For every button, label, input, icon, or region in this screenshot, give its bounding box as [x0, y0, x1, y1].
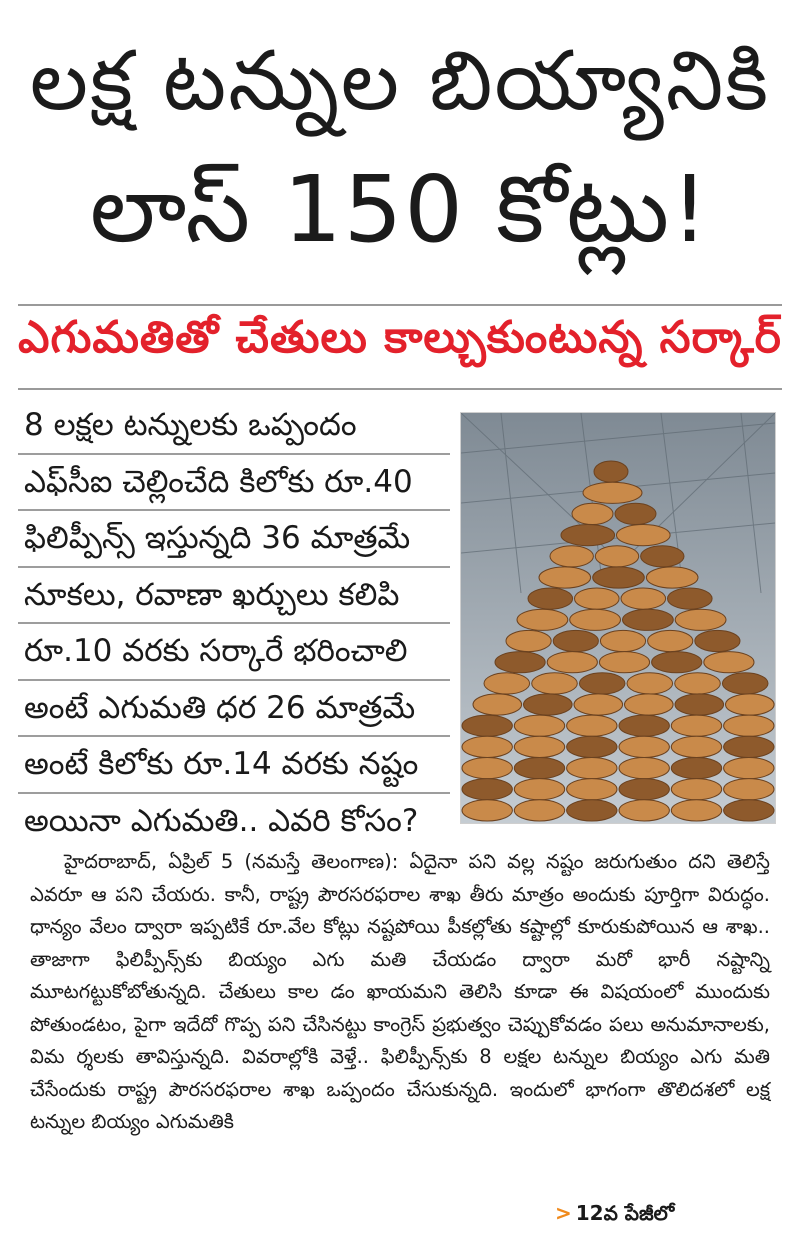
divider-sub	[18, 388, 782, 390]
sack-shape	[462, 779, 512, 800]
sack-shape	[514, 736, 564, 757]
key-point: నూకలు, రవాణా ఖర్చులు కలిపి	[18, 568, 450, 625]
sack-shape	[495, 652, 545, 673]
sack-shape	[462, 800, 512, 821]
key-points-list	[18, 398, 450, 848]
headline	[20, 18, 780, 274]
sack-shape	[671, 715, 721, 736]
key-point: ఫిలిప్పీన్స్ ఇస్తున్నది 36 మాత్రమే	[18, 511, 450, 568]
sack-shape	[595, 546, 638, 567]
sack-shape	[593, 567, 645, 588]
headline-line-2: లాస్ 150 కోట్లు!	[89, 156, 711, 263]
sack-shape	[524, 694, 573, 715]
sack-shape	[641, 546, 684, 567]
sack-shape	[619, 736, 669, 757]
sack-shape	[600, 630, 645, 651]
sack-shape	[462, 736, 512, 757]
sack-shape	[514, 800, 564, 821]
sack-shape	[567, 779, 617, 800]
sack-shape	[567, 715, 617, 736]
sack-shape	[615, 503, 656, 524]
sack-shape	[594, 461, 628, 482]
continue-arrow-icon: >	[555, 1201, 572, 1225]
continued-page-label: 12వ పేజీలో	[575, 1201, 675, 1225]
sack-shape	[619, 758, 669, 779]
key-point: రూ.10 వరకు సర్కారే భరించాలి	[18, 624, 450, 681]
sack-shape	[517, 609, 568, 630]
sack-shape	[619, 800, 669, 821]
sack-shape	[619, 779, 669, 800]
sack-shape	[514, 779, 564, 800]
sack-shape	[514, 715, 564, 736]
sack-shape	[623, 609, 674, 630]
key-point: అయినా ఎగుమతి.. ఎవరి కోసం?	[24, 802, 419, 839]
sack-shape	[506, 630, 551, 651]
key-point: ఎఫ్‌సీఐ చెల్లించేది కిలోకు రూ.40	[18, 455, 450, 512]
sack-shape	[561, 525, 615, 546]
continued-on-page	[555, 1201, 674, 1230]
sack-shape	[695, 630, 740, 651]
sack-shape	[724, 800, 774, 821]
sack-shape	[675, 694, 724, 715]
sack-shape	[514, 758, 564, 779]
sack-shape	[671, 779, 721, 800]
sack-shape	[704, 652, 754, 673]
sack-shape	[646, 567, 698, 588]
sack-shape	[547, 652, 597, 673]
subheadline: ఎగుమతితో చేతులు కాల్చుకుంటున్న సర్కార్	[18, 312, 782, 363]
sack-shape	[550, 546, 593, 567]
sack-shape	[583, 482, 642, 503]
sack-shape	[625, 694, 674, 715]
key-point: అంటే కిలోకు రూ.14 వరకు నష్టం	[18, 737, 450, 794]
sack-shape	[724, 736, 774, 757]
sack-shape	[599, 652, 649, 673]
sack-shape	[724, 715, 774, 736]
sack-shape	[528, 588, 573, 609]
sack-shape	[671, 736, 721, 757]
sack-shape	[567, 758, 617, 779]
sack-shape	[575, 588, 620, 609]
sack-shape	[462, 715, 512, 736]
sack-shape	[671, 758, 721, 779]
sack-shape	[462, 758, 512, 779]
sack-shape	[617, 525, 671, 546]
sack-shape	[570, 609, 621, 630]
sack-shape	[724, 758, 774, 779]
sack-shape	[473, 694, 522, 715]
divider-top	[18, 304, 782, 306]
key-point: అంటే ఎగుమతి ధర 26 మాత్రమే	[18, 681, 450, 738]
sack-shape	[572, 503, 613, 524]
sack-shape	[722, 673, 768, 694]
sack-shape	[671, 800, 721, 821]
rice-sacks-photo	[460, 412, 776, 824]
sack-shape	[675, 673, 721, 694]
sack-shape	[627, 673, 673, 694]
sack-shape	[567, 800, 617, 821]
sack-shape	[567, 736, 617, 757]
sack-shape	[619, 715, 669, 736]
sack-shape	[579, 673, 625, 694]
sack-shape	[553, 630, 598, 651]
key-point: 8 లక్షల టన్నులకు ఒప్పందం	[18, 398, 450, 455]
sack-shape	[652, 652, 702, 673]
sack-shape	[621, 588, 666, 609]
sack-shape	[539, 567, 591, 588]
sack-shape	[574, 694, 623, 715]
headline-line-1: లక్ష టన్నుల బియ్యానికి	[29, 34, 771, 129]
sack-shape	[484, 673, 530, 694]
article-paragraph: హైదరాబాద్, ఏప్రిల్ 5 (నమస్తే తెలంగాణ): ఏదైనా పని వల్ల నష్టం జరుగుతుం దని తెలిస్తే ఎవరూ ఆ పని చేయరు. కానీ, రాష్ట్ర పౌరసరఫరాల శాఖ తీరు మాత్రం అందుకు పూర్తిగా విరుద్ధం. ధాన్యం వేలం ద్వారా ఇప్పటికే రూ.వేల కోట్లు నష్టపోయి పీకల్లోతు కష్టాల్లో కూరుకుపోయిన ఆ శాఖ.. తాజాగా ఫిలిప్పీన్స్‌కు బియ్యం ఎగు మతి చేయడం ద్వారా మరో భారీ నష్టాన్ని మూటగట్టుకోబోతున్నది. చేతులు కాల డం ఖాయమని తెలిసి కూడా ఈ విషయంలో ముందుకు పోతుండటం, పైగా ఇదేదో గొప్ప పని చేసినట్టు కాంగ్రెస్ ప్రభుత్వం చెప్పుకోవడం పలు అనుమానాలకు, విమ ర్శలకు తావిస్తున్నది. వివరాల్లోకి వెళ్తే.. ఫిలిప్పీన్స్‌కు 8 లక్షల టన్నుల బియ్యం ఎగు మతి చేసేందుకు రాష్ట్ర పౌరసరఫరాల శాఖ ఒప్పందం చేసుకున్నది. ఇందులో భాగంగా తొలిదశలో లక్ష టన్నుల బియ్యం ఎగుమతికి	[30, 850, 770, 1133]
sack-shape	[726, 694, 775, 715]
sack-shape	[675, 609, 726, 630]
sack-shape	[668, 588, 713, 609]
sack-shape	[648, 630, 693, 651]
sack-shape	[724, 779, 774, 800]
sack-shape	[532, 673, 578, 694]
article-body	[30, 846, 770, 1139]
